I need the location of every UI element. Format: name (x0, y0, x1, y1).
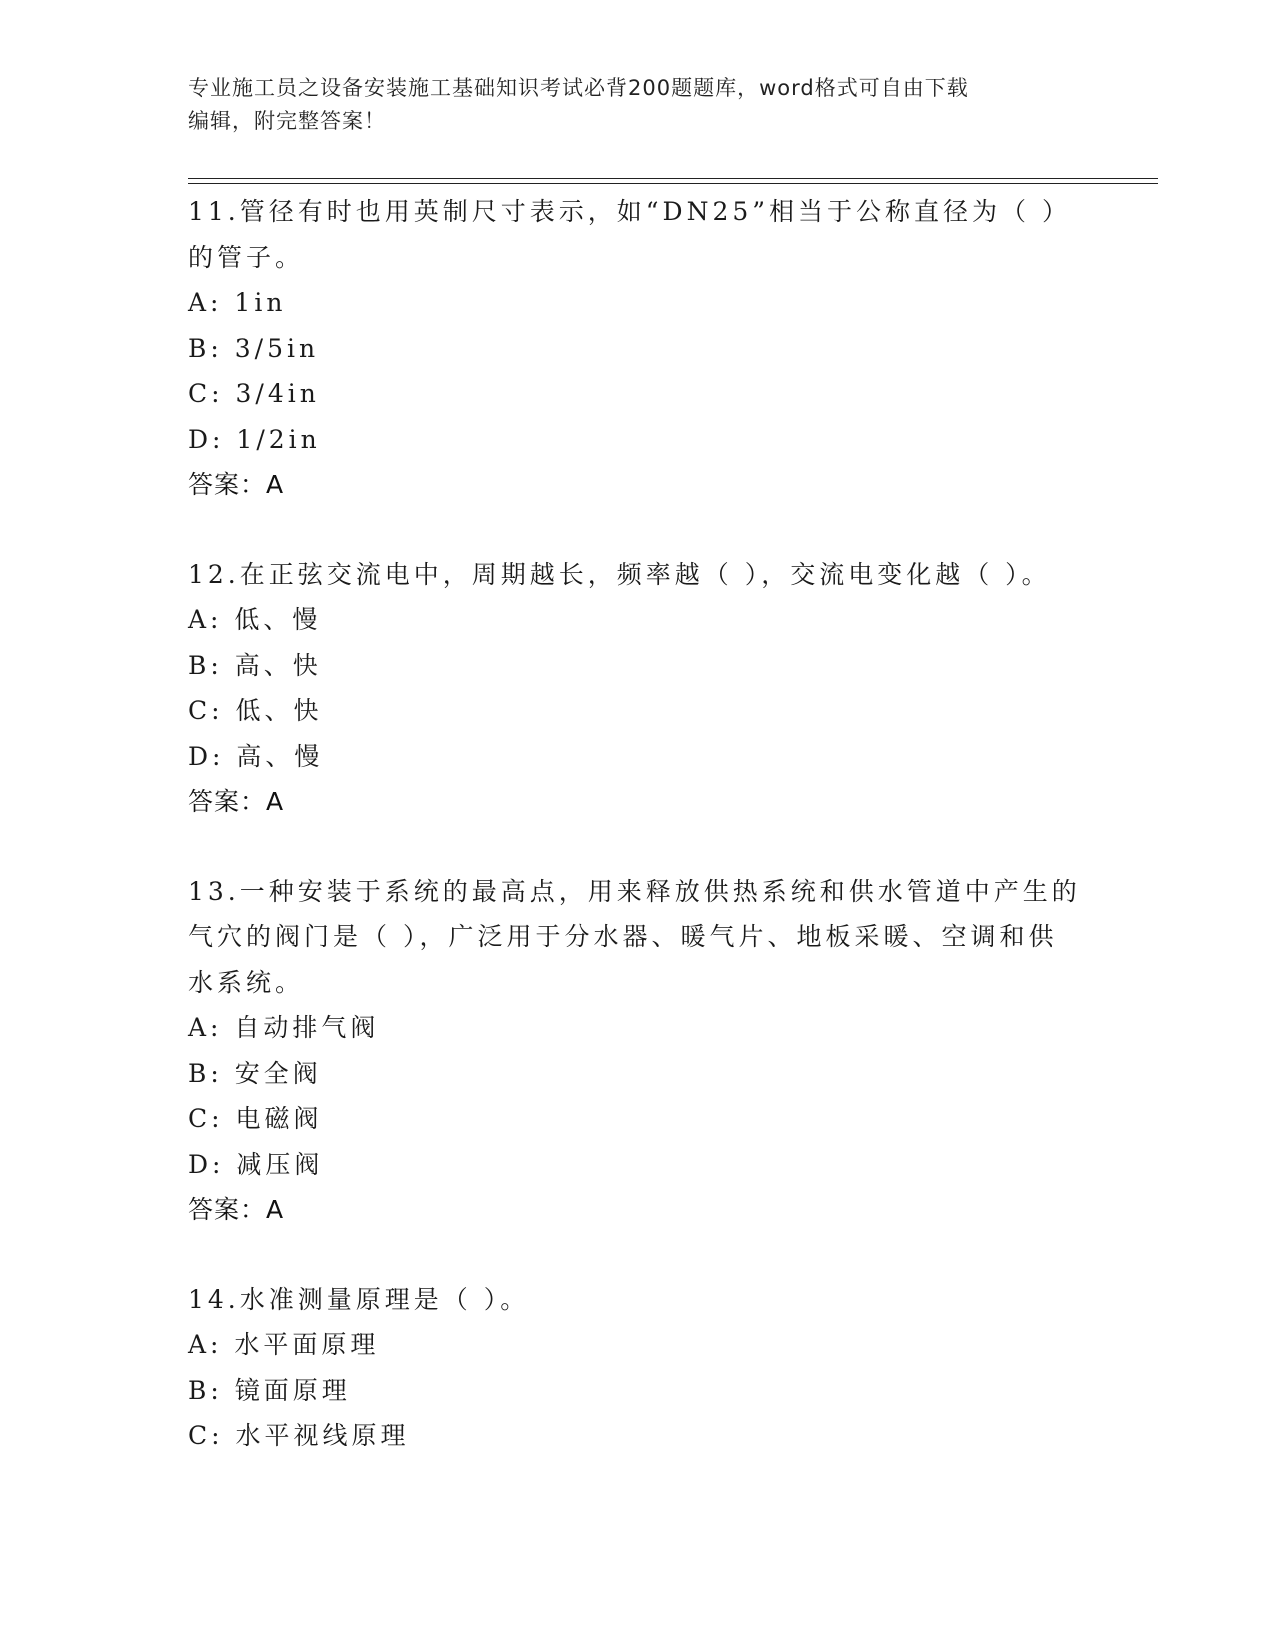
question-stem-line: 13.一种安装于系统的最高点，用来释放供热系统和供水管道中产生的 (188, 876, 1081, 906)
answer-line: 答案：A (188, 1195, 285, 1224)
option-b: B: 3/5in (188, 333, 320, 363)
document-header (188, 72, 1088, 138)
option-a: A: 1in (188, 288, 287, 317)
option-c: C: 电磁阀 (188, 1104, 323, 1133)
question-stem-line: 11.管径有时也用英制尺寸表示，如“DN25”相当于公称直径为（ ） (188, 197, 1071, 226)
answer-line: 答案：A (188, 470, 285, 499)
question-stem-line: 水系统。 (188, 967, 305, 997)
question-12 (188, 552, 1088, 825)
header-title-line-2: 编辑，附完整答案！ (188, 109, 386, 133)
option-c: C: 3/4in (188, 379, 320, 408)
option-b: B: 高、快 (188, 650, 322, 680)
option-d: D: 减压阀 (188, 1149, 324, 1179)
question-11 (188, 189, 1088, 508)
question-list (188, 189, 1088, 1503)
option-a: A: 水平面原理 (188, 1330, 380, 1359)
option-a: A: 自动排气阀 (188, 1013, 380, 1042)
question-14 (188, 1277, 1088, 1459)
question-stem-line: 的管子。 (188, 242, 305, 272)
option-d: D: 1/2in (188, 424, 321, 454)
header-divider-bottom (188, 183, 1158, 184)
question-stem-line: 14.水准测量原理是（ ）。 (188, 1284, 530, 1314)
header-title-line-1: 专业施工员之设备安装施工基础知识考试必背200题题库，word格式可自由下载 (188, 76, 969, 100)
header-divider-top (188, 178, 1158, 179)
option-c: C: 水平视线原理 (188, 1421, 410, 1450)
question-stem-line: 气穴的阀门是（ ），广泛用于分水器、暖气片、地板采暖、空调和供 (188, 922, 1058, 951)
option-a: A: 低、慢 (188, 605, 322, 634)
option-b: B: 镜面原理 (188, 1375, 351, 1405)
option-c: C: 低、快 (188, 696, 323, 725)
option-b: B: 安全阀 (188, 1058, 322, 1088)
question-13 (188, 869, 1088, 1233)
question-stem-line: 12.在正弦交流电中，周期越长，频率越（ ），交流电变化越（ ）。 (188, 559, 1051, 589)
option-d: D: 高、慢 (188, 741, 324, 771)
answer-line: 答案：A (188, 787, 285, 816)
